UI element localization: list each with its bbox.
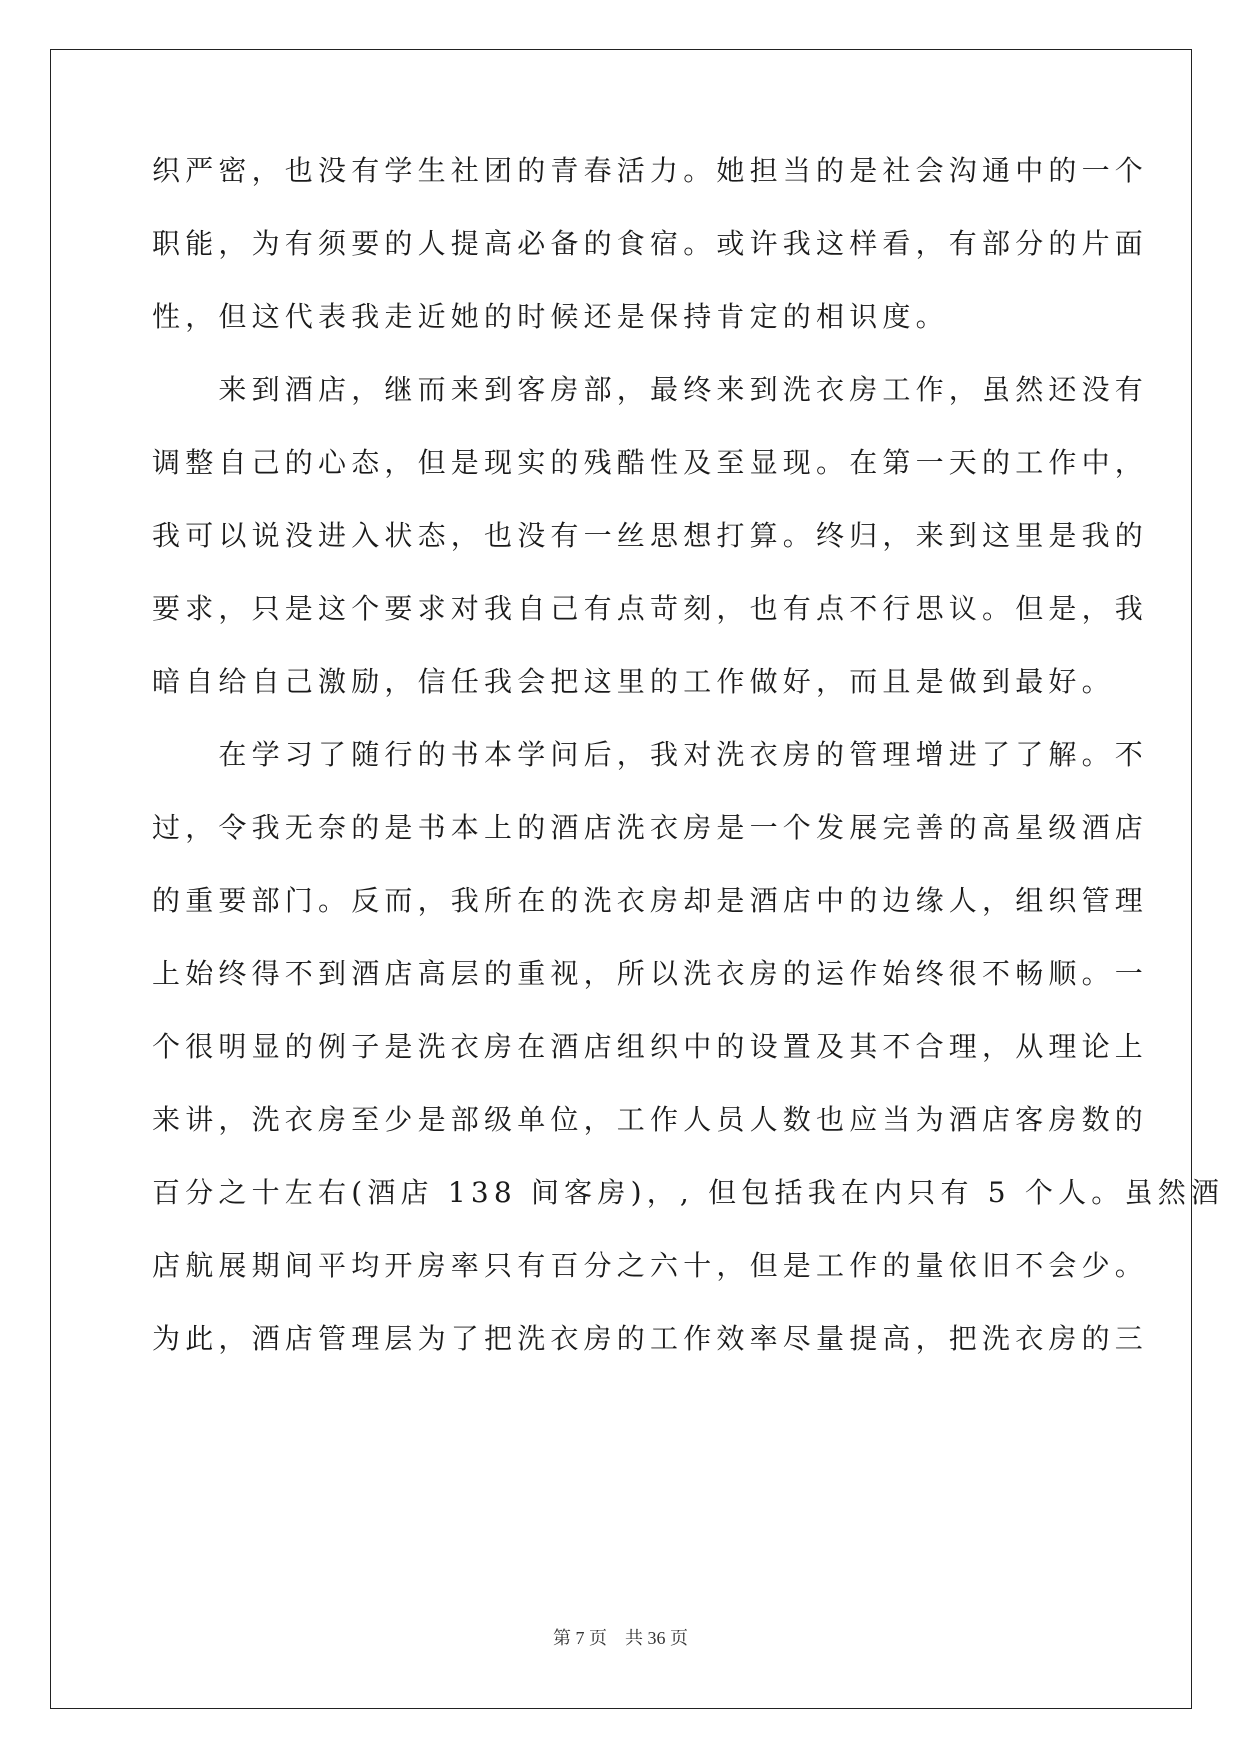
text-line: 来讲，洗衣房至少是部级单位，工作人员人数也应当为酒店客房数的 bbox=[152, 1103, 1149, 1136]
page-total: 共 36 页 bbox=[625, 1628, 688, 1648]
text-line: 为此，酒店管理层为了把洗衣房的工作效率尽量提高，把洗衣房的三 bbox=[152, 1322, 1149, 1355]
text-line: 性，但这代表我走近她的时候还是保持肯定的相识度。 bbox=[152, 300, 949, 333]
text-line: 过，令我无奈的是书本上的酒店洗衣房是一个发展完善的高星级酒店 bbox=[152, 811, 1149, 844]
text-line: 织严密，也没有学生社团的青春活力。她担当的是社会沟通中的一个 bbox=[152, 154, 1149, 187]
page-number: 第 7 页 bbox=[553, 1628, 607, 1648]
text-line: 暗自给自己激励，信任我会把这里的工作做好，而且是做到最好。 bbox=[152, 665, 1115, 698]
text-line: 要求，只是这个要求对我自己有点苛刻，也有点不行思议。但是，我 bbox=[152, 592, 1149, 625]
text-line: 在学习了随行的书本学问后，我对洗衣房的管理增进了了解。不 bbox=[152, 738, 1149, 771]
text-line: 的重要部门。反而，我所在的洗衣房却是酒店中的边缘人，组织管理 bbox=[152, 884, 1149, 917]
text-line: 来到酒店，继而来到客房部，最终来到洗衣房工作，虽然还没有 bbox=[152, 373, 1149, 406]
text-line: 个很明显的例子是洗衣房在酒店组织中的设置及其不合理，从理论上 bbox=[152, 1030, 1149, 1063]
page-footer bbox=[0, 1625, 1241, 1651]
text-line: 上始终得不到酒店高层的重视，所以洗衣房的运作始终很不畅顺。一 bbox=[152, 957, 1149, 990]
text-line: 职能，为有须要的人提高必备的食宿。或许我这样看，有部分的片面 bbox=[152, 227, 1149, 260]
text-line: 我可以说没进入状态，也没有一丝思想打算。终归，来到这里是我的 bbox=[152, 519, 1149, 552]
text-line: 调整自己的心态，但是现实的残酷性及至显现。在第一天的工作中， bbox=[152, 446, 1149, 479]
text-line: 百分之十左右(酒店 138 间客房)，, 但包括我在内只有 5 个人。虽然酒 bbox=[152, 1176, 1225, 1209]
text-line: 店航展期间平均开房率只有百分之六十，但是工作的量依旧不会少。 bbox=[152, 1249, 1149, 1282]
